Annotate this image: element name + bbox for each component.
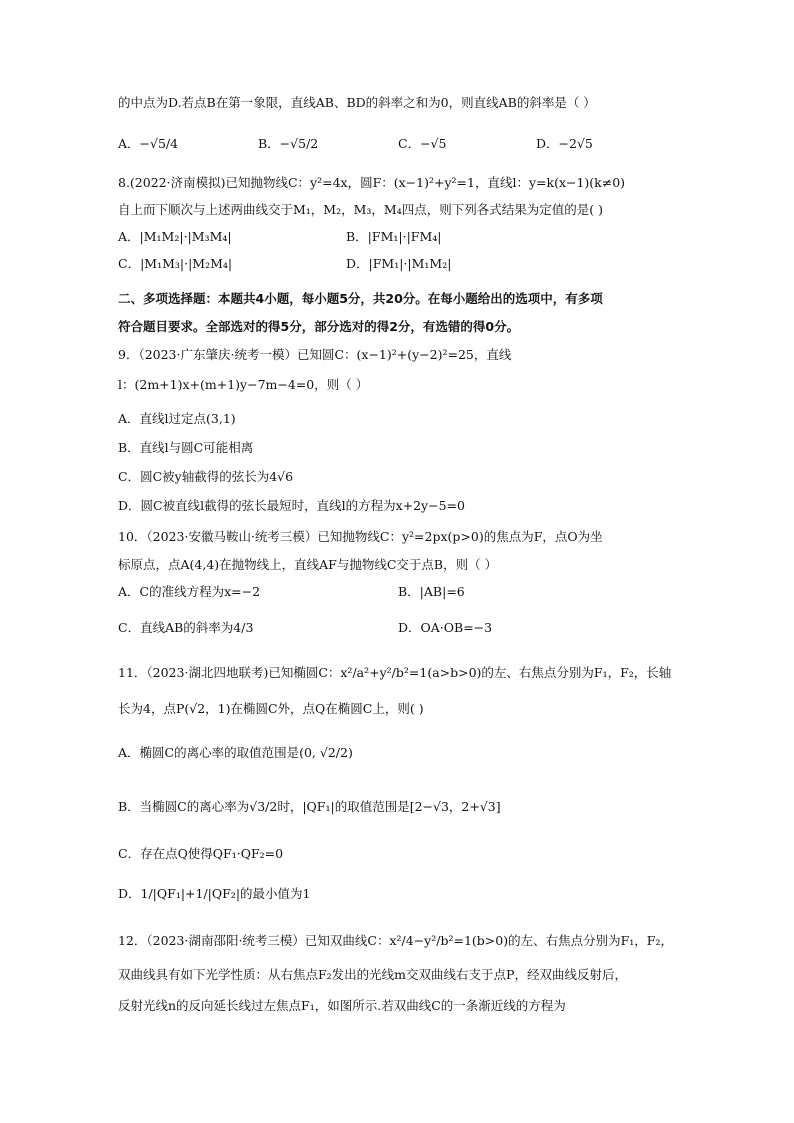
q10-option-d: D．OA·OB=−3 bbox=[398, 620, 493, 635]
q7-option-d: D．−2√5 bbox=[536, 136, 593, 151]
section-heading: 二、多项选择题：本题共4小题，每小题5分，共20分。在每小题给出的选项中，有多项 bbox=[118, 291, 603, 306]
q11-option-d: D．1/|QF₁|+1/|QF₂|的最小值为1 bbox=[118, 886, 311, 901]
q7-option-c: C．−√5 bbox=[398, 136, 447, 151]
q9-option-b: B．直线l与圆C可能相离 bbox=[118, 440, 254, 455]
q9-option-d: D．圆C被直线l截得的弦长最短时，直线l的方程为x+2y−5=0 bbox=[118, 498, 465, 513]
q8-option-c: C．|M₁M₃|·|M₂M₄| bbox=[118, 256, 233, 271]
q11-option-a: A．椭圆C的离心率的取值范围是(0, √2/2) bbox=[118, 745, 353, 760]
q10-option-b: B．|AB|=6 bbox=[398, 584, 465, 599]
q7-option-a: A．−√5/4 bbox=[118, 136, 179, 151]
q10-option-a: A．C的准线方程为x=−2 bbox=[118, 584, 261, 599]
question-12-stem-1: 12．（2023·湖南邵阳·统考三模）已知双曲线C：x²/4−y²/b²=1(b>0)的左、右焦点分别为F₁，F₂， bbox=[118, 933, 673, 948]
question-9-stem-1: 9．（2023·广东肇庆·统考一模）已知圆C：(x−1)²+(y−2)²=25，直线 bbox=[118, 347, 512, 362]
question-10-stem-1: 10．（2023·安徽马鞍山·统考三模）已知抛物线C：y²=2px(p>0)的焦点为F，点O为坐 bbox=[118, 529, 603, 544]
question-10-stem-2: 标原点，点A(4,4)在抛物线上，直线AF与抛物线C交于点B，则（ ） bbox=[118, 557, 498, 572]
question-11-stem-1: 11．（2023·湖北四地联考)已知椭圆C：x²/a²+y²/b²=1(a>b>0)的左、右焦点分别为F₁，F₂，长轴 bbox=[118, 665, 672, 680]
q11-option-c: C．存在点Q使得QF₁·QF₂=0 bbox=[118, 846, 284, 861]
q10-option-c: C．直线AB的斜率为4/3 bbox=[118, 620, 254, 635]
question-8-stem-1: 8.(2022·济南模拟)已知抛物线C：y²=4x，圆F：(x−1)²+y²=1，直线l：y=k(x−1)(k≠0) bbox=[118, 175, 626, 190]
q8-option-a: A．|M₁M₂|·|M₃M₄| bbox=[118, 229, 232, 244]
question-12-stem-2: 双曲线具有如下光学性质：从右焦点F₂发出的光线m交双曲线右支于点P，经双曲线反射后， bbox=[118, 967, 627, 982]
question-9-stem-2: l：(2m+1)x+(m+1)y−7m−4=0，则（ ） bbox=[118, 377, 369, 392]
question-8-stem-2: 自上而下顺次与上述两曲线交于M₁，M₂，M₃，M₄四点，则下列各式结果为定值的是( ) bbox=[118, 202, 603, 217]
question-7-stem-end: 的中点为D.若点B在第一象限，直线AB、BD的斜率之和为0，则直线AB的斜率是（ ） bbox=[118, 95, 596, 110]
q11-option-b: B．当椭圆C的离心率为√3/2时，|QF₁|的取值范围是[2−√3，2+√3] bbox=[118, 799, 501, 814]
question-11-stem-2: 长为4，点P(√2，1)在椭圆C外，点Q在椭圆C上，则( ) bbox=[118, 701, 424, 716]
question-12-stem-3: 反射光线n的反向延长线过左焦点F₁，如图所示.若双曲线C的一条渐近线的方程为 bbox=[118, 998, 566, 1013]
q9-option-c: C．圆C被y轴截得的弦长为4√6 bbox=[118, 469, 294, 484]
q9-option-a: A．直线l过定点(3,1) bbox=[118, 411, 236, 426]
q8-option-b: B．|FM₁|·|FM₄| bbox=[346, 229, 442, 244]
q7-option-b: B．−√5/2 bbox=[258, 136, 319, 151]
section-heading-cont: 符合题目要求。全部选对的得5分，部分选对的得2分，有选错的得0分。 bbox=[118, 319, 520, 334]
q8-option-d: D．|FM₁|·|M₁M₂| bbox=[346, 256, 452, 271]
